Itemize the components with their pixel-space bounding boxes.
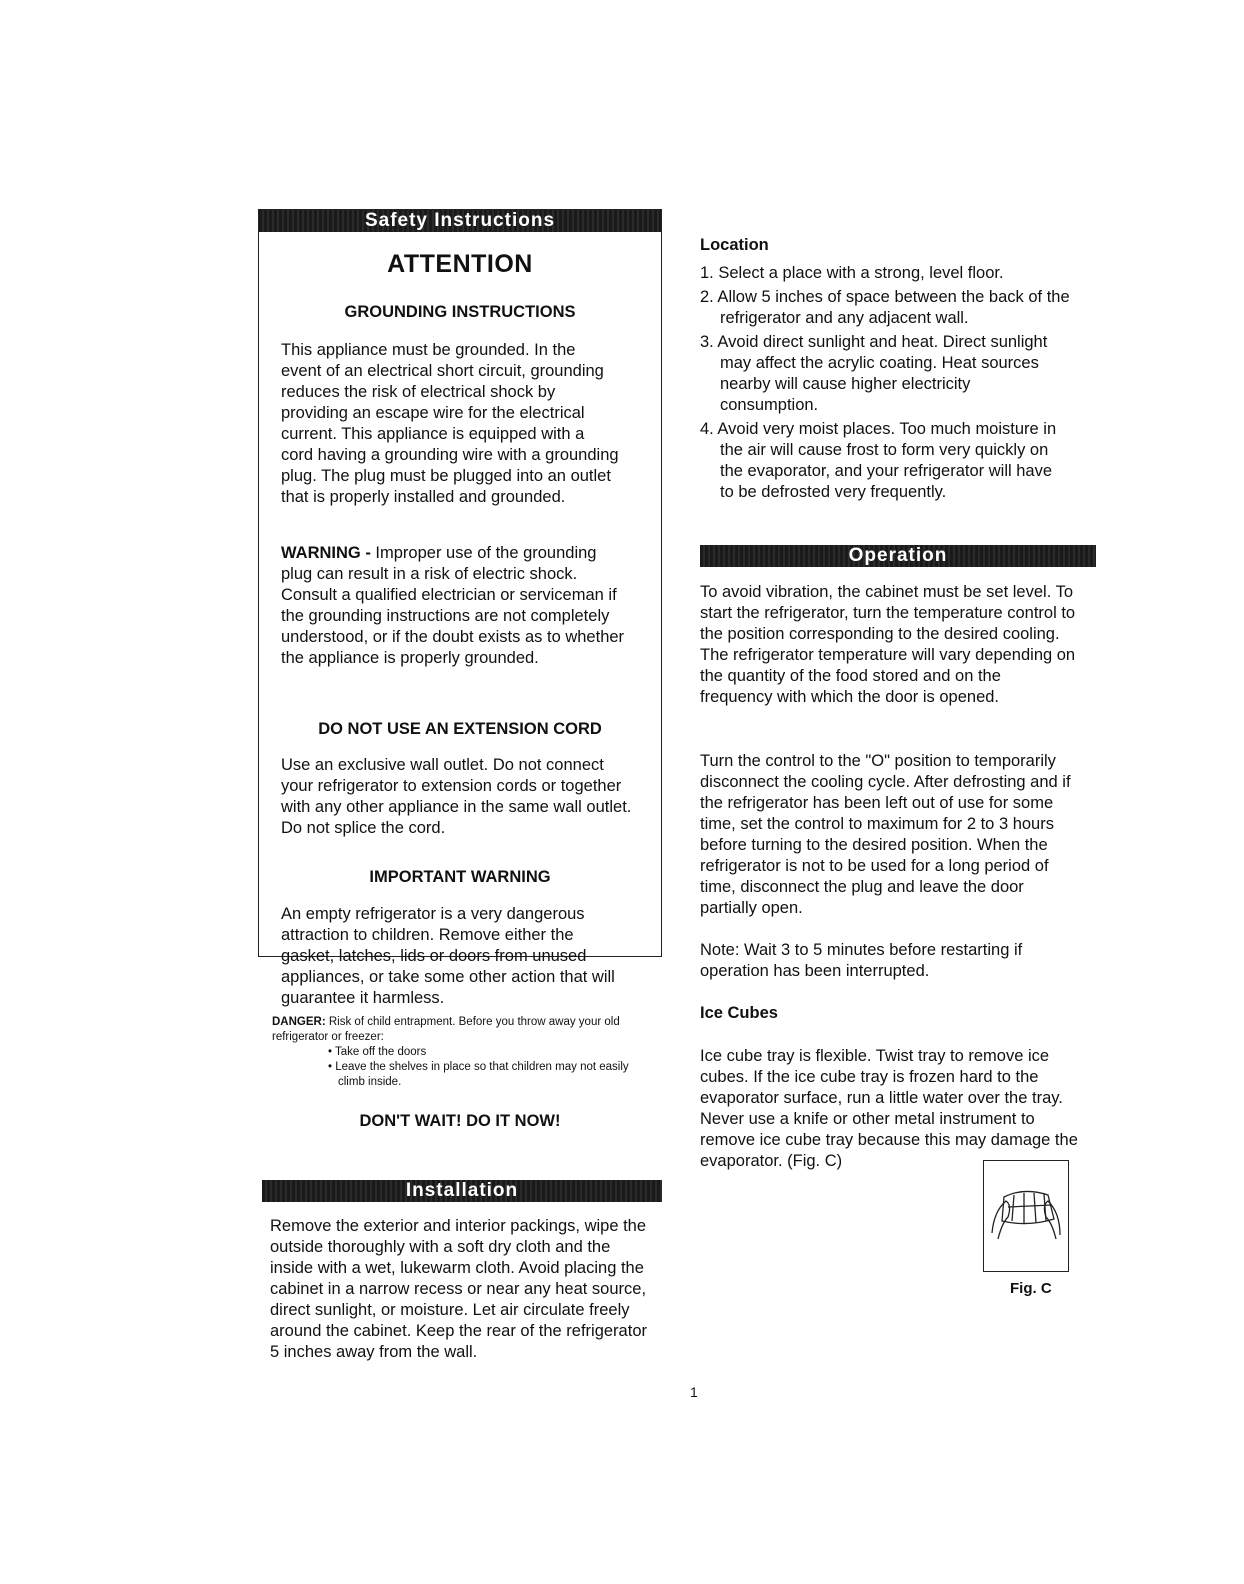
warning-label: WARNING - (281, 544, 371, 562)
page-number: 1 (690, 1384, 698, 1400)
extension-cord-text: Use an exclusive wall outlet. Do not connect your refrigerator to extension cords or together with any other appliance in the same wall outlet. Do not splice the cord. (281, 756, 632, 837)
danger-bullets (272, 1045, 652, 1090)
location-heading: Location (700, 236, 769, 254)
operation-paragraph-1: To avoid vibration, the cabinet must be set level. To start the refrigerator, turn the temperature control to the position corresponding to the desired cooling. The refrigerator temperature will vary depending on the quantity of the food stored and on the frequency with which the door is opened. (700, 583, 1076, 706)
location-item-1: 1. Select a place with a strong, level floor. (700, 264, 1004, 282)
extension-cord-heading: DO NOT USE AN EXTENSION CORD (318, 720, 602, 738)
location-item-4: 4. Avoid very moist places. Too much moisture in the air will cause frost to form very quickly on the evaporator, and your refrigerator will have to be defrosted very frequently. (700, 420, 1057, 501)
danger-bullet-2: • Leave the shelves in place so that children may not easily climb inside. (328, 1061, 629, 1088)
operation-banner: Operation (700, 545, 1096, 567)
danger-bullet-1: • Take off the doors (328, 1046, 427, 1058)
warning-paragraph (281, 543, 631, 669)
grounding-instructions-text: This appliance must be grounded. In the event of an electrical short circuit, grounding reduces the risk of electrical shock by providing an escape wire for the electrical current. This appliance is equipped with a cord having a grounding wire with a grounding plug. The plug must be plugged into an outlet that is properly installed and grounded. (281, 341, 619, 506)
danger-label: DANGER: (272, 1016, 326, 1028)
installation-banner: Installation (262, 1180, 662, 1202)
operation-paragraph-2: Turn the control to the "O" position to temporarily disconnect the cooling cycle. After defrosting and if the refrigerator has been left out of use for some time, set the control to maximum for 2 to 3 hours before turning to the desired position. When the refrigerator is not to be used for a long period of time, disconnect the plug and leave the door partially open. (700, 752, 1071, 917)
important-warning-text: An empty refrigerator is a very dangerous attraction to children. Remove either the gasket, latches, lids or doors from unused appliances, or take some other action that will guarantee it harmless. (281, 905, 615, 1007)
danger-text: Risk of child entrapment. Before you throw away your old refrigerator or freezer: (272, 1016, 620, 1043)
location-item-3: 3. Avoid direct sunlight and heat. Direct sunlight may affect the acrylic coating. Heat sources nearby will cause higher electricity consumption. (700, 333, 1048, 414)
dont-wait-heading: DON'T WAIT! DO IT NOW! (359, 1112, 561, 1130)
safety-instructions-banner: Safety Instructions (259, 210, 661, 232)
ice-cubes-text: Ice cube tray is flexible. Twist tray to remove ice cubes. If the ice cube tray is frozen hard to the evaporator surface, run a little water over the tray. Never use a knife or other metal instrument to remove ice cube tray because this may damage the evaporator. (Fig. C) (700, 1047, 1078, 1170)
attention-heading: ATTENTION (387, 250, 533, 278)
safety-instructions-box (258, 209, 662, 1007)
important-warning-heading: IMPORTANT WARNING (369, 868, 551, 886)
ice-tray-twist-illustration (984, 1161, 1068, 1271)
danger-notice (272, 1015, 652, 1090)
location-item-2: 2. Allow 5 inches of space between the back of the refrigerator and any adjacent wall. (700, 288, 1070, 327)
figure-c-label: Fig. C (1010, 1280, 1052, 1297)
figure-c-box (983, 1160, 1069, 1272)
grounding-instructions-heading: GROUNDING INSTRUCTIONS (344, 303, 576, 321)
installation-text: Remove the exterior and interior packings, wipe the outside thoroughly with a soft dry cloth and the inside with a wet, lukewarm cloth. Avoid placing the cabinet in a narrow recess or near any heat source, direct sunlight, or moisture. Let air circulate freely around the cabinet. Keep the rear of the refrigerator 5 inches away from the wall. (270, 1217, 647, 1361)
ice-cubes-heading: Ice Cubes (700, 1004, 778, 1022)
warning-text: Improper use of the grounding plug can result in a risk of electric shock. Consult a qualified electrician or serviceman if the grounding instructions are not completely understood, or if the doubt exists as to whether the appliance is properly grounded. (281, 544, 625, 667)
operation-note: Note: Wait 3 to 5 minutes before restarting if operation has been interrupted. (700, 941, 1023, 980)
location-list (700, 263, 1070, 506)
